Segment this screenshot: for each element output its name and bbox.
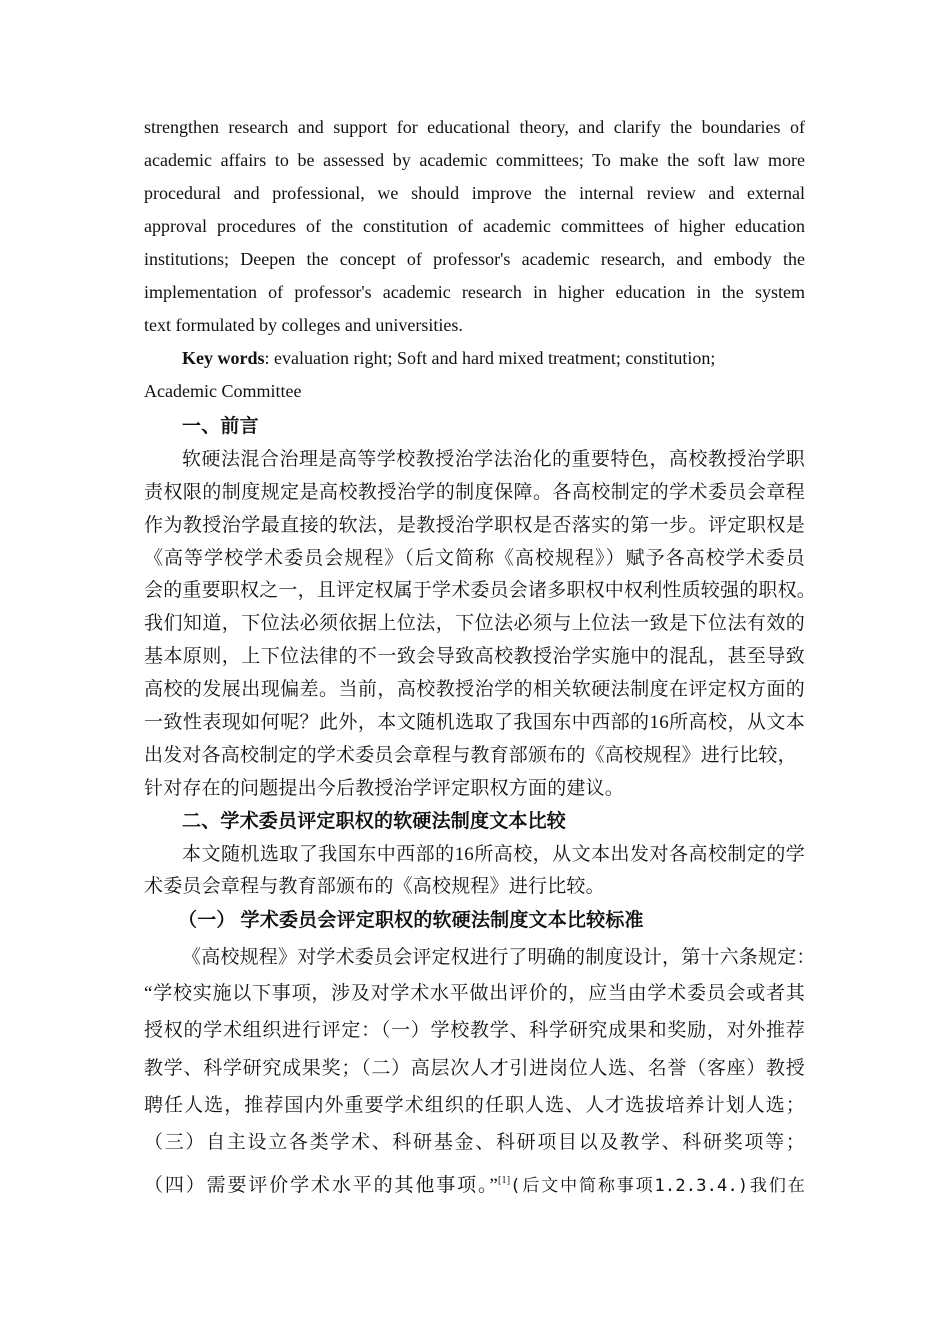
body-line: 《高校规程》对学术委员会评定权进行了明确的制度设计，第十六条规定： (182, 947, 816, 968)
subsection-heading: （一） 学术委员会评定职权的软硬法制度文本比较标准 (178, 910, 644, 931)
body-line: 出发对各高校制定的学术委员会章程与教育部颁布的《高校规程》进行比较， (144, 745, 797, 766)
body-line: 《高等学校学术委员会规程》（后文简称《高校规程》）赋予各高校学术委员 (144, 548, 805, 569)
abstract-line: approval procedures of the constitution of academic committees of higher education (144, 216, 805, 236)
abstract-line: text formulated by colleges and universities. (144, 315, 463, 335)
body-line: 针对存在的问题提出今后教授治学评定职权方面的建议。 (144, 778, 625, 799)
body-line: 责权限的制度规定是高校教授治学的制度保障。各高校制定的学术委员会章程 (144, 482, 805, 503)
citation-ref[interactable]: [1] (497, 1175, 511, 1186)
body-line: 一致性表现如何呢？此外，本文随机选取了我国东中西部的16所高校，从文本 (144, 712, 805, 733)
body-line: 术委员会章程与教育部颁布的《高校规程》进行比较。 (144, 876, 605, 897)
keywords-text: : evaluation right; Soft and hard mixed treatment; constitution; (264, 348, 716, 368)
body-line (144, 1169, 805, 1198)
abstract-line: procedural and professional, we should improve the internal review and external (144, 183, 805, 203)
abstract-line: institutions; Deepen the concept of professor's academic research, and embody the (144, 249, 805, 269)
section-heading: 一、前言 (182, 416, 259, 437)
body-line: 授权的学术组织进行评定：（一）学校教学、科学研究成果和奖励，对外推荐 (144, 1020, 805, 1041)
body-line: 本文随机选取了我国东中西部的16所高校，从文本出发对各高校制定的学 (182, 844, 805, 865)
body-line: （三）自主设立各类学术、科研基金、科研项目以及教学、科研奖项等； (144, 1132, 805, 1153)
body-line: 会的重要职权之一，且评定权属于学术委员会诸多职权中权利性质较强的职权。 (144, 580, 817, 601)
body-line: 聘任人选，推荐国内外重要学术组织的任职人选、人才选拔培养计划人选； (144, 1095, 805, 1116)
body-line: 高校的发展出现偏差。当前，高校教授治学的相关软硬法制度在评定权方面的 (144, 679, 805, 700)
keywords-label: Key words (182, 348, 265, 368)
body-line: 我们知道，下位法必须依据上位法，下位法必须与上位法一致是下位法有效的 (144, 613, 805, 634)
body-line: 教学、科学研究成果奖；（二）高层次人才引进岗位人选、名誉（客座）教授 (144, 1058, 805, 1079)
body-line: 基本原则，上下位法律的不一致会导致高校教授治学实施中的混乱，甚至导致 (144, 646, 805, 667)
body-line: “学校实施以下事项，涉及对学术水平做出评价的，应当由学术委员会或者其 (144, 983, 805, 1004)
abstract-line: strengthen research and support for educational theory, and clarify the boundaries of (144, 117, 805, 137)
body-line: 软硬法混合治理是高等学校教授治学法治化的重要特色，高校教授治学职 (182, 449, 805, 470)
body-text: (后文中简称事项1.2.3.4.)我们在 (510, 1176, 805, 1196)
section-heading: 二、学术委员评定职权的软硬法制度文本比较 (182, 811, 567, 832)
keywords-line (182, 347, 843, 369)
abstract-line: academic affairs to be assessed by academic committees; To make the soft law more (144, 150, 805, 170)
abstract-line: implementation of professor's academic research in higher education in the system (144, 282, 805, 302)
body-text: （四）需要评价学术水平的其他事项。” (144, 1175, 498, 1196)
body-line: 作为教授治学最直接的软法，是教授治学职权是否落实的第一步。评定职权是 (144, 515, 805, 536)
keywords-line-2: Academic Committee (144, 381, 302, 401)
